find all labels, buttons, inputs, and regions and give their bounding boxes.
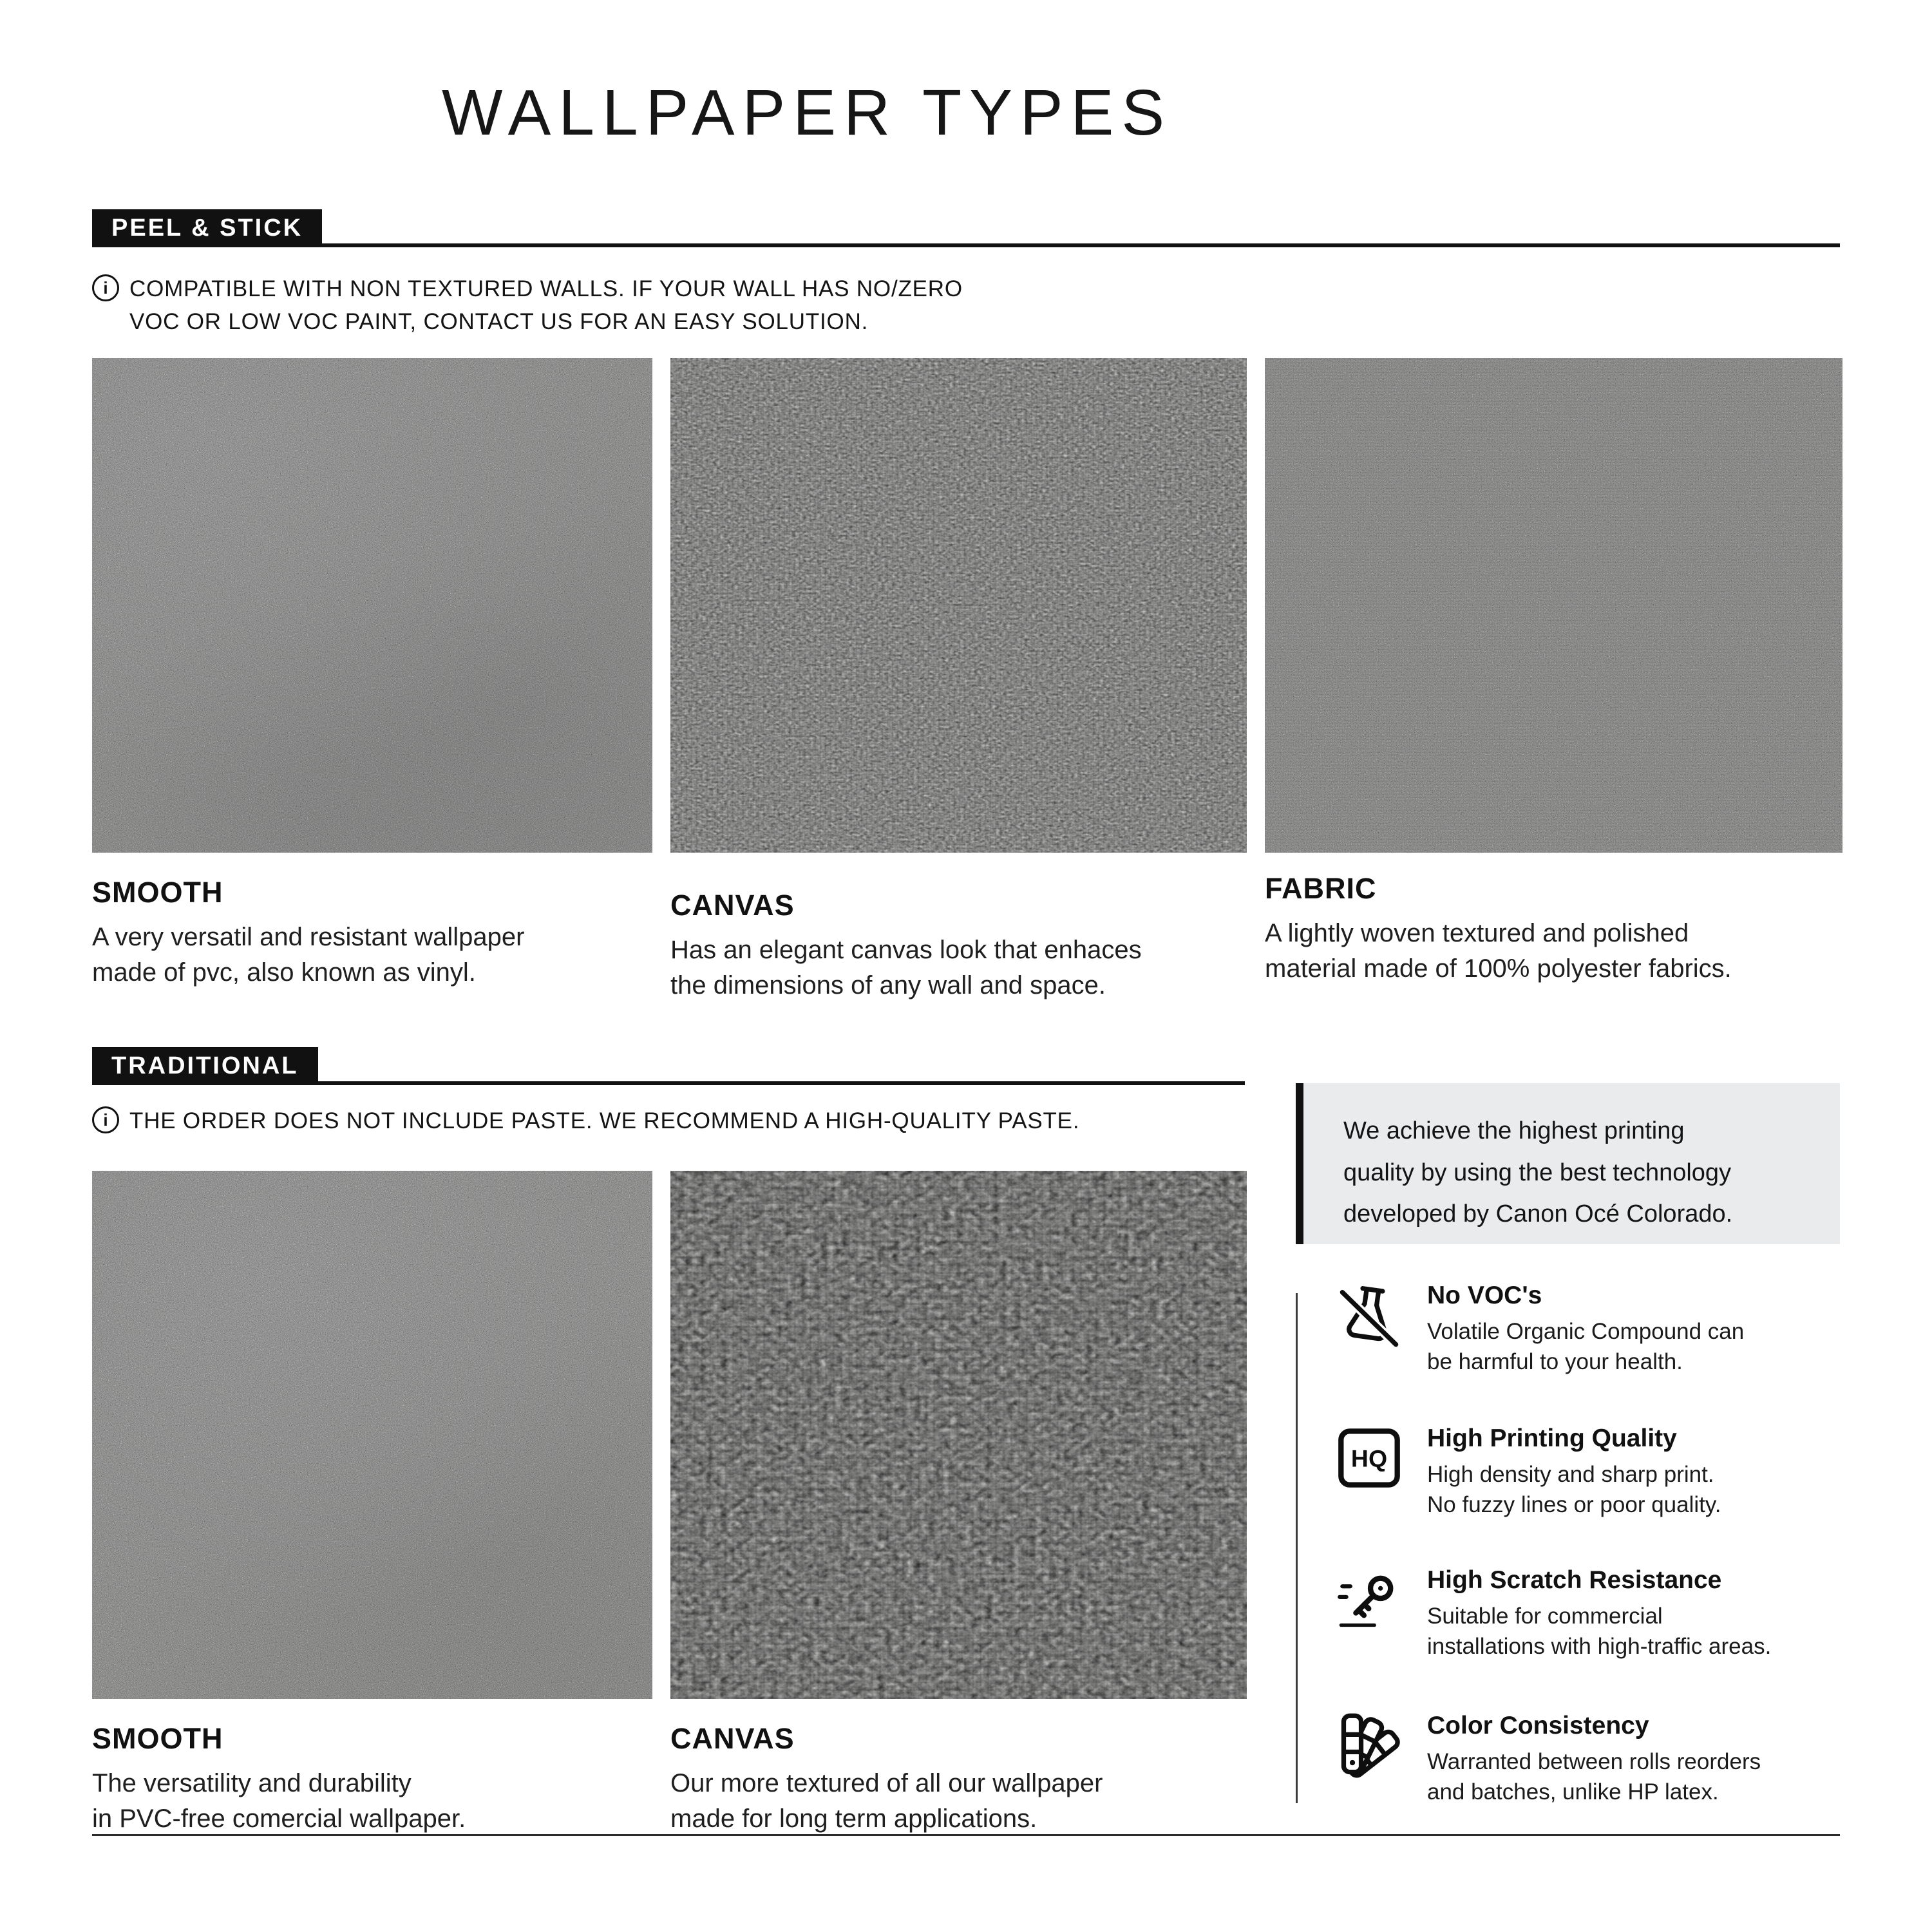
feature-title: Color Consistency xyxy=(1427,1712,1649,1739)
feature-title: No VOC's xyxy=(1427,1282,1542,1309)
swatch-desc-line: Our more textured of all our wallpaper xyxy=(670,1769,1103,1797)
swatch-description xyxy=(1265,916,1842,987)
swatch-name: FABRIC xyxy=(1265,872,1377,905)
swatch-column-smooth xyxy=(92,358,652,1003)
swatch-desc-line: A lightly woven textured and polished xyxy=(1265,919,1689,947)
swatch-description xyxy=(92,920,652,990)
peel-stick-header-rule xyxy=(322,243,1840,247)
swatch-desc-line: made for long term applications. xyxy=(670,1804,1037,1833)
feature-text xyxy=(1427,1282,1744,1378)
swatch-desc-line: A very versatil and resistant wallpaper xyxy=(92,923,525,951)
texture-swatch-smooth xyxy=(92,1171,652,1699)
feature-desc-line: High density and sharp print. xyxy=(1427,1462,1714,1487)
section-header-traditional xyxy=(92,1047,1245,1085)
swatch-name: SMOOTH xyxy=(92,876,223,909)
traditional-note-text: THE ORDER DOES NOT INCLUDE PASTE. WE RECOMMEND A HIGH-QUALITY PASTE. xyxy=(129,1108,1080,1133)
feature-text xyxy=(1427,1712,1761,1808)
key-scratch-icon xyxy=(1336,1566,1403,1633)
svg-text:HQ: HQ xyxy=(1350,1444,1388,1472)
feature-desc-line: No fuzzy lines or poor quality. xyxy=(1427,1492,1721,1518)
page-title: WALLPAPER TYPES xyxy=(441,77,1173,149)
feature-text xyxy=(1427,1566,1771,1662)
feature-text xyxy=(1427,1425,1721,1520)
swatch-desc-line: Has an elegant canvas look that enhaces xyxy=(670,936,1142,964)
no-chemicals-flask-icon xyxy=(1336,1282,1403,1349)
section-header-peel-stick xyxy=(92,209,1840,247)
swatch-name: CANVAS xyxy=(670,1722,795,1755)
feature-no-vocs xyxy=(1336,1282,1744,1378)
features-divider-rule xyxy=(1296,1293,1298,1803)
color-swatch-fan-icon xyxy=(1336,1712,1403,1779)
swatch-column-smooth xyxy=(92,1171,652,1837)
swatch-desc-line: in PVC-free comercial wallpaper. xyxy=(92,1804,466,1833)
swatch-name: SMOOTH xyxy=(92,1722,223,1755)
note-line: VOC OR LOW VOC PAINT, CONTACT US FOR AN EASY SOLUTION. xyxy=(129,308,869,334)
swatch-description xyxy=(670,1766,1247,1837)
info-icon: i xyxy=(92,1106,119,1133)
feature-color-consistency xyxy=(1336,1712,1761,1808)
swatch-column-fabric xyxy=(1265,358,1842,1003)
feature-description xyxy=(1427,1316,1744,1378)
feature-high-scratch-resistance xyxy=(1336,1566,1771,1662)
feature-title: High Scratch Resistance xyxy=(1427,1566,1722,1594)
traditional-header-rule xyxy=(318,1081,1245,1085)
traditional-swatch-row xyxy=(92,1171,1247,1837)
texture-swatch-fabric xyxy=(1265,358,1842,853)
feature-desc-line: be harmful to your health. xyxy=(1427,1349,1683,1375)
texture-swatch-canvas xyxy=(670,358,1247,853)
feature-description xyxy=(1427,1601,1771,1662)
info-icon: i xyxy=(92,274,119,301)
feature-high-printing-quality xyxy=(1336,1425,1721,1520)
quality-panel-line: quality by using the best technology xyxy=(1343,1159,1732,1186)
feature-title: High Printing Quality xyxy=(1427,1425,1677,1452)
feature-description xyxy=(1427,1747,1761,1808)
quality-panel-line: developed by Canon Océ Colorado. xyxy=(1343,1200,1733,1228)
swatch-desc-line: material made of 100% polyester fabrics. xyxy=(1265,954,1732,983)
hq-badge-icon xyxy=(1336,1425,1403,1492)
feature-desc-line: Warranted between rolls reorders xyxy=(1427,1749,1761,1774)
footer-rule xyxy=(92,1834,1840,1836)
feature-description xyxy=(1427,1459,1721,1520)
feature-desc-line: and batches, unlike HP latex. xyxy=(1427,1779,1719,1805)
swatch-column-canvas xyxy=(670,1171,1247,1837)
swatch-column-canvas xyxy=(670,358,1247,1003)
printing-quality-panel xyxy=(1296,1083,1840,1244)
texture-swatch-canvas xyxy=(670,1171,1247,1699)
quality-panel-line: We achieve the highest printing xyxy=(1343,1117,1685,1144)
feature-desc-line: Suitable for commercial xyxy=(1427,1604,1663,1629)
peel-stick-swatch-row xyxy=(92,358,1842,1003)
peel-stick-note xyxy=(92,273,963,339)
traditional-note xyxy=(92,1105,1079,1138)
traditional-badge: TRADITIONAL xyxy=(92,1047,318,1085)
swatch-desc-line: the dimensions of any wall and space. xyxy=(670,971,1106,1000)
peel-stick-note-text xyxy=(129,273,963,339)
swatch-desc-line: made of pvc, also known as vinyl. xyxy=(92,958,476,987)
texture-swatch-smooth xyxy=(92,358,652,853)
note-line: COMPATIBLE WITH NON TEXTURED WALLS. IF YOUR WALL HAS NO/ZERO xyxy=(129,276,963,301)
feature-desc-line: Volatile Organic Compound can xyxy=(1427,1319,1745,1344)
swatch-desc-line: The versatility and durability xyxy=(92,1769,412,1797)
peel-stick-badge: PEEL & STICK xyxy=(92,209,322,247)
swatch-name: CANVAS xyxy=(670,889,795,922)
swatch-description xyxy=(92,1766,652,1837)
feature-desc-line: installations with high-traffic areas. xyxy=(1427,1634,1772,1660)
swatch-description xyxy=(670,933,1247,1003)
